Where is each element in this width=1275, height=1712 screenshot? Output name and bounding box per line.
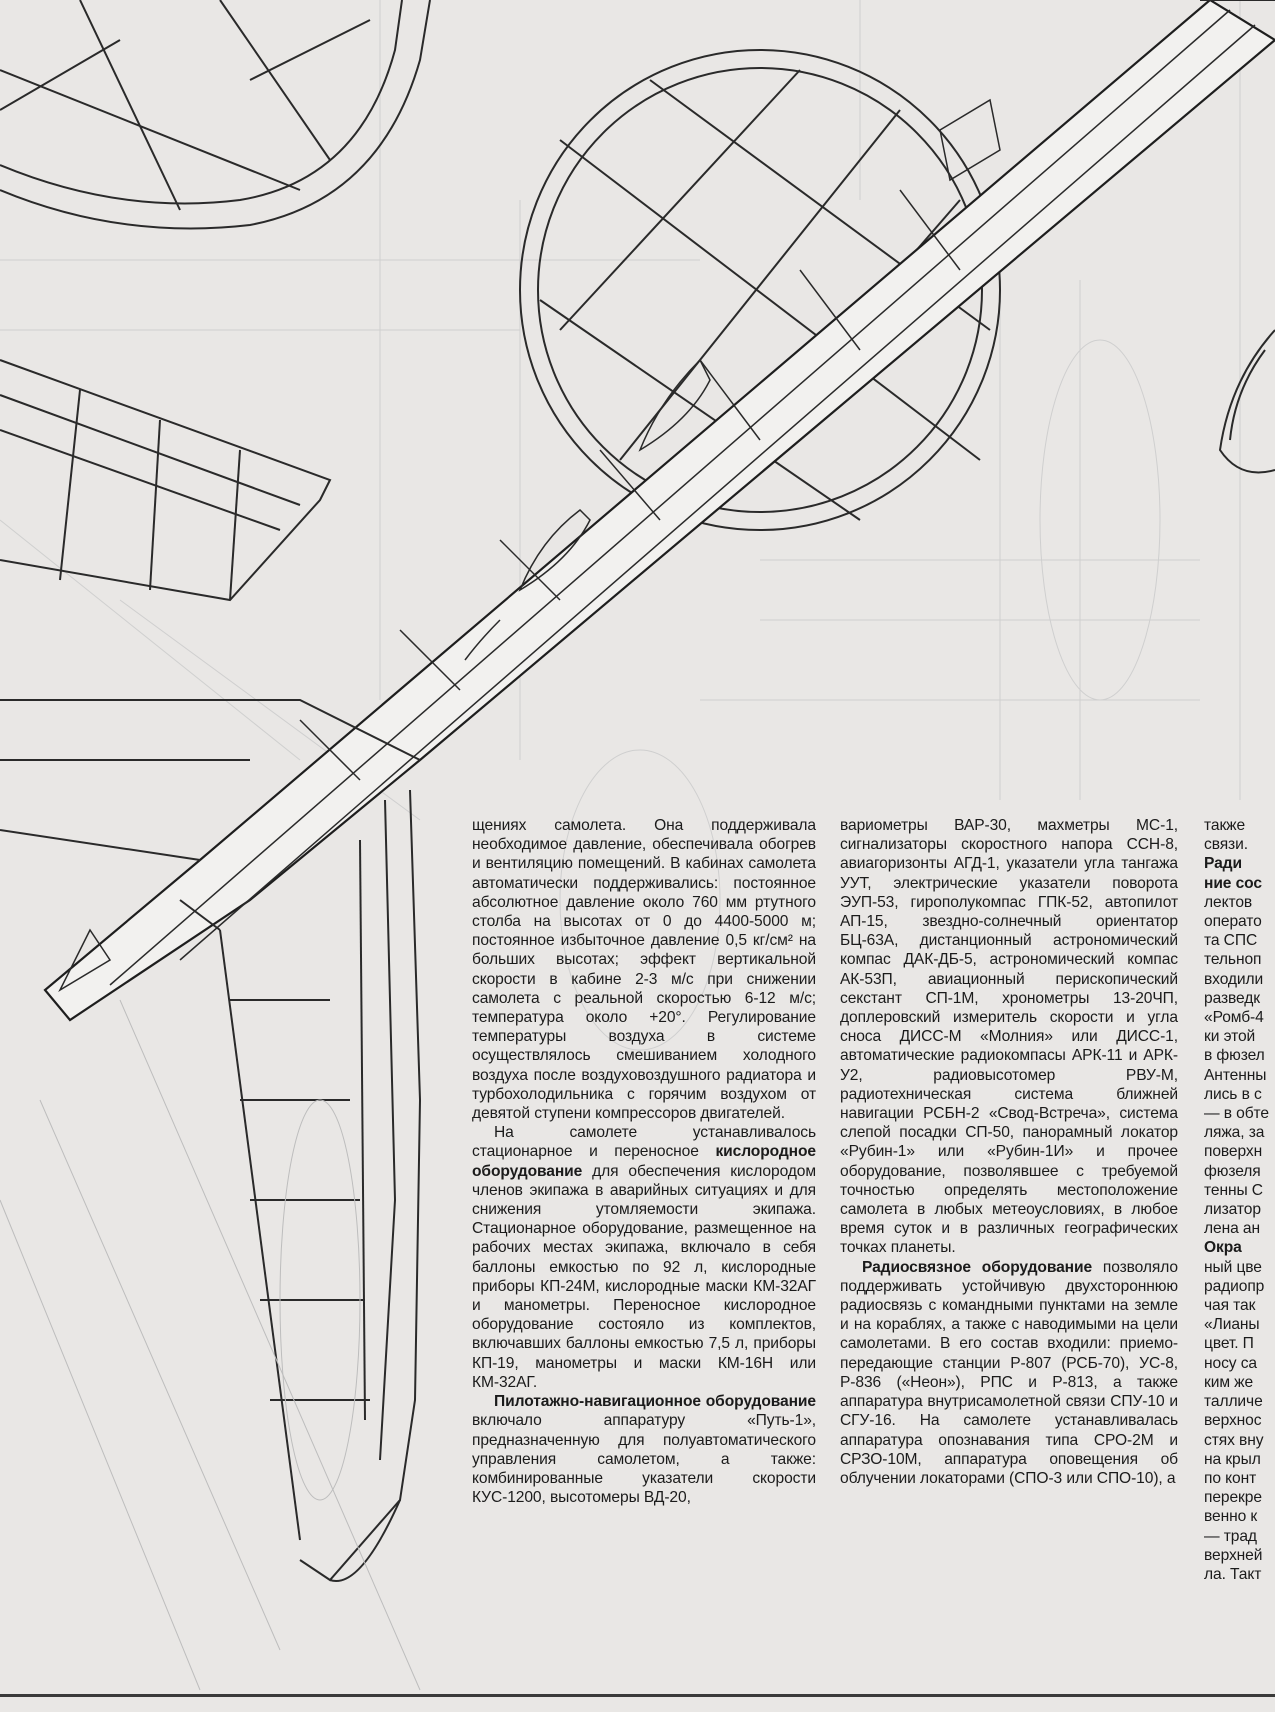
column3-line: ла. Такт [1204, 1565, 1262, 1583]
column3-line: Ради [1204, 855, 1242, 873]
navigation-heading: Пилотажно-навигационное оборудование [494, 1393, 816, 1411]
navigation-body: включало аппаратуру «Путь-1», предназначенную для полуавтоматического управления самолетом, а также: комбинированные указатели скорости КУС-1200, высотомеры ВД-20, [472, 1412, 816, 1507]
paragraph-instruments: вариометры ВАР-30, махметры МС-1, сигнализаторы скоростного напора ССН-8, авиагоризонты АГД-1, указатели угла тангажа УУТ, электрические указатели поворота ЭУП-53, гирополукомпас ГПК-52, автопилот АП-15, звездно-солнечный ориентатор БЦ-63А, дистанционный астрономический компас ДАК-ДБ-5, астрономический компас АК-53П, авиационный перископический секстант СП-1М, хронометры 13-20ЧП, доплеровский измеритель скорости и угла сноса ДИСС-М «Молния» или ДИСС-1, автоматические радиокомпасы АРК-11 и АРК-У2, радиовысотомер РВУ-М, радиотехническая система ближней навигации РСБН-2 «Свод-Встреча», система слепой посадки СП-50, панорамный локатор «Рубин-1» или «Рубин-1И» и прочее оборудование, позволявшее с требуемой точностью определять местоположение самолета в любых метеоусловиях, в любое время суток и в различных географических точках планеты. [840, 817, 1178, 1257]
column3-line: по конт [1204, 1469, 1257, 1487]
paragraph-pressurization: щениях самолета. Она поддерживала необходимое давление, обеспечивала обогрев и вентиляцию помещений. В кабинах самолета автоматически поддерживались: постоянное абсолютное давление около 760 мм ртутного столба на высотах от 0 до 4400-5000 м; постоянное избыточное давление 0,5 кг/см² на больших высотах; эффект вертикальной скорости в кабине 2-3 м/с при снижении самолета с реальной скоростью 6-12 м/с; температура около +20°. Регулирование температуры воздуха в системе осуществлялось смешиванием холодного воздуха после воздуховоздушного радиатора и турбохолодильника с горячим воздухом от девятой ступени компрессоров двигателей. [472, 817, 816, 1123]
column3-line: лизатор [1204, 1201, 1261, 1219]
rotodome-left [0, 0, 430, 228]
column3-line: на крыл [1204, 1450, 1261, 1468]
paragraph-oxygen [472, 1123, 816, 1392]
column3-line: носу са [1204, 1354, 1257, 1372]
column3-line: цвет. П [1204, 1335, 1254, 1353]
column3-line: ние сос [1204, 874, 1262, 892]
column3-line: разведк [1204, 989, 1260, 1007]
column3-line: радиопр [1204, 1277, 1265, 1295]
faint-underlay [0, 1000, 420, 1690]
column3-line: — трад [1204, 1527, 1257, 1545]
column3-line: лена ан [1204, 1220, 1260, 1238]
column3-line: талличе [1204, 1393, 1263, 1411]
column3-line: в фюзел [1204, 1047, 1265, 1065]
text-column-2 [840, 816, 1178, 1488]
column3-line: ки этой [1204, 1028, 1256, 1046]
text-column-3-truncated [1204, 816, 1275, 1584]
radio-heading: Радиосвязное оборудование [862, 1258, 1093, 1276]
oxygen-heading: кислородное оборудование [472, 1143, 816, 1180]
page-bottom-rule [0, 1694, 1275, 1697]
text-column-1 [472, 816, 816, 1507]
column3-line: верхней [1204, 1546, 1263, 1564]
column3-line: — в обте [1204, 1105, 1269, 1123]
oxygen-intro: На самолете устанавливалось стационарное и переносное [472, 1124, 816, 1161]
radio-body: позволяло поддерживать устойчивую двухстороннюю радиосвязь с командными пунктами на земле и на кораблях, а также с наводимыми на цели самолетами. В его состав входили: приемо-передающие станции Р-807 (РСБ-70), УС-8, Р-836 («Неон»), РПС и Р-813, а также аппаратура внутрисамолетной связи СПУ-10 и СГУ-16. На самолете устанавливалась аппаратура опознавания типа СРО-2М и СРЗО-10М, аппаратура оповещения об облучении локаторами (СПО-3 или СПО-10), а [840, 1258, 1179, 1487]
column3-line: венно к [1204, 1508, 1258, 1526]
paragraph-radio [840, 1258, 1178, 1488]
oxygen-body: для обеспечения кислородом членов экипажа в аварийных ситуациях и для снижения утомляемости экипажа. Стационарное оборудование, размещенное на рабочих местах экипажа, включало в себя баллоны емкостью по 92 л, кислородные приборы КП-24М, кислородные маски КМ-32АГ и манометры. Переносное кислородное оборудование состояло из комплектов, включавших баллоны емкостью 7,5 л, приборы КП-19, манометры и маски КМ-16Н или КМ-32АГ. [472, 1162, 816, 1391]
column3-line: чая так [1204, 1297, 1256, 1315]
column3-line: операто [1204, 913, 1262, 931]
column3-line: связи. [1204, 836, 1248, 854]
column3-line: «Лианы [1204, 1316, 1260, 1334]
column3-line: ный цве [1204, 1258, 1262, 1276]
column3-line: тельноп [1204, 951, 1262, 969]
column3-line: поверхн [1204, 1143, 1263, 1161]
paragraph-navigation [472, 1392, 816, 1507]
column3-line: лектов [1204, 893, 1253, 911]
column3-line: фюзеля [1204, 1162, 1261, 1180]
column3-line: Антенны [1204, 1066, 1267, 1084]
column3-line: входили [1204, 970, 1264, 988]
column3-line: также [1204, 817, 1246, 834]
column3-line: «Ромб-4 [1204, 1009, 1264, 1027]
column3-line: перекре [1204, 1489, 1262, 1507]
column3-line: ким же [1204, 1373, 1254, 1391]
column3-line: тенны С [1204, 1181, 1263, 1199]
column3-line: стях вну [1204, 1431, 1264, 1449]
column3-line: ляжа, за [1204, 1124, 1265, 1142]
column3-line: Окра [1204, 1239, 1242, 1257]
column3-line: та СПС [1204, 932, 1258, 950]
column3-line: лись в с [1204, 1085, 1262, 1103]
column3-line: верхнос [1204, 1412, 1262, 1430]
